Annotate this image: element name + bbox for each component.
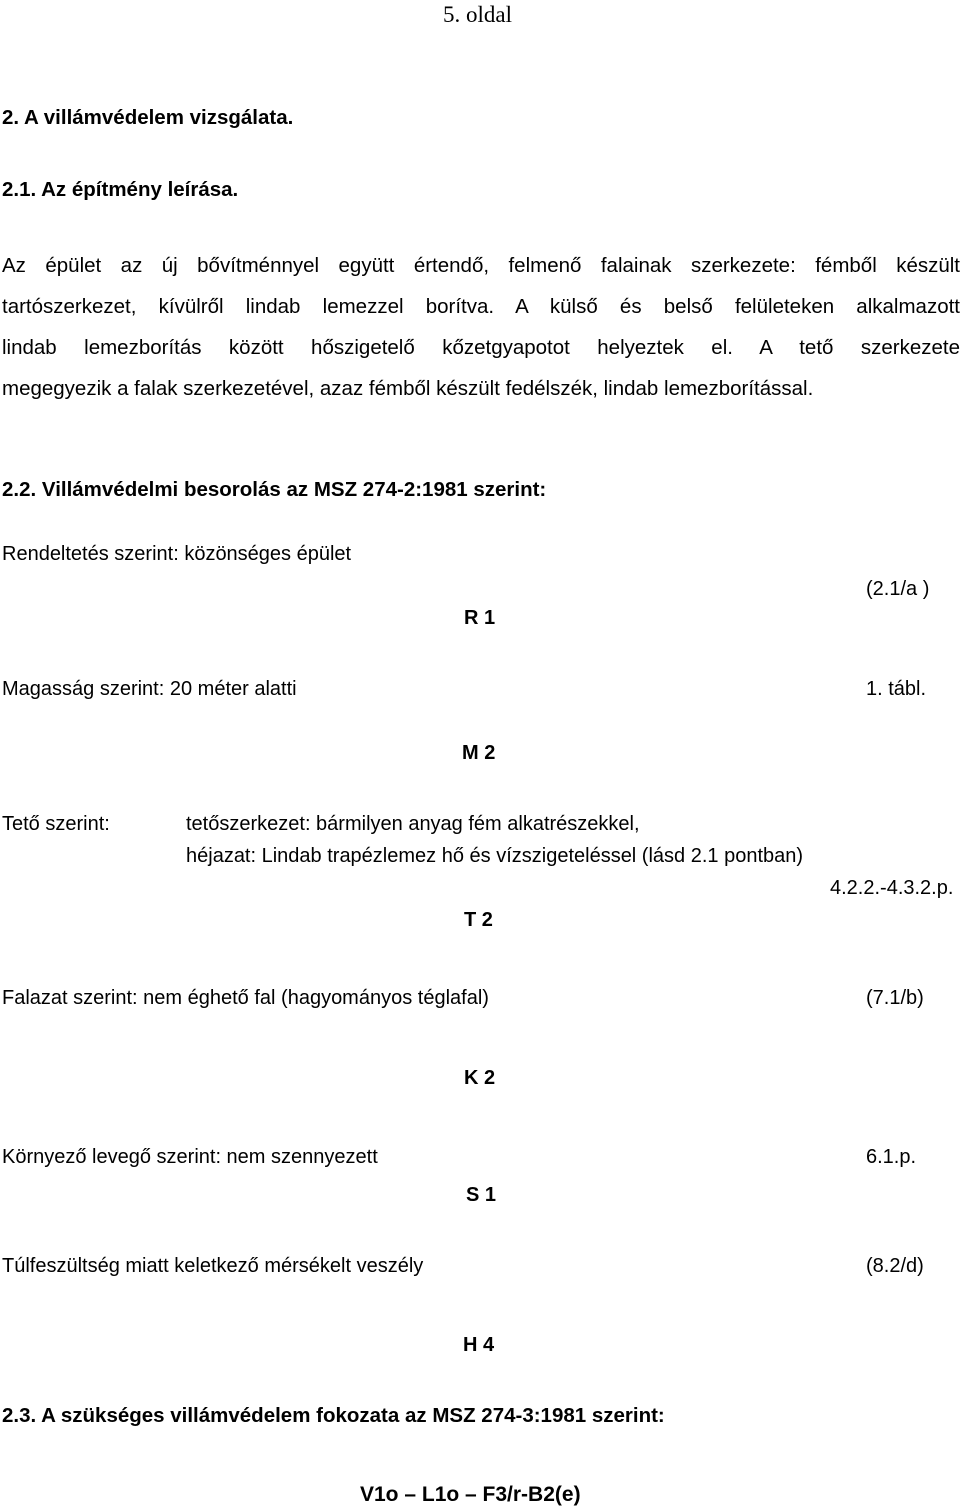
teto-label: Tető szerint: [2, 813, 110, 835]
s-code: S 1 [466, 1184, 497, 1206]
tulfeszultseg-reference: (8.2/d) [866, 1255, 924, 1277]
teto-reference: 4.2.2.-4.3.2.p. [830, 877, 954, 899]
section-2-2-heading: 2.2. Villámvédelmi besorolás az MSZ 274-2:1981 szerint: [2, 478, 547, 501]
teto-structure-text: tetőszerkezet: bármilyen anyag fém alkatrészekkel, [186, 813, 640, 835]
section-2-heading: 2. A villámvédelem vizsgálata. [2, 106, 294, 129]
description-line: Az épület az új bővítménnyel együtt értendő, felmenő falainak szerkezete: fémből készült [2, 254, 960, 277]
section-2-1-heading: 2.1. Az építmény leírása. [2, 178, 239, 201]
magassag-text: Magasság szerint: 20 méter alatti [2, 678, 297, 700]
page-number: 5. oldal [443, 2, 512, 27]
description-line: tartószerkezet, kívülről lindab lemezzel borítva. A külső és belső felületeken alkalmazott [2, 295, 960, 318]
rendeltetes-text: Rendeltetés szerint: közönséges épület [2, 543, 352, 565]
t-code: T 2 [464, 909, 493, 931]
falazat-text: Falazat szerint: nem éghető fal (hagyományos téglafal) [2, 987, 489, 1009]
tulfeszultseg-text: Túlfeszültség miatt keletkező mérsékelt veszély [2, 1255, 424, 1277]
description-line: megegyezik a falak szerkezetével, azaz fémből készült fedélszék, lindab lemezborítással. [2, 377, 814, 400]
teto-covering-text: héjazat: Lindab trapézlemez hő és vízszigeteléssel (lásd 2.1 pontban) [186, 845, 804, 867]
h-code: H 4 [463, 1334, 495, 1356]
levego-reference: 6.1.p. [866, 1146, 917, 1168]
r-code: R 1 [464, 607, 496, 629]
section-2-3-heading: 2.3. A szükséges villámvédelem fokozata az MSZ 274-3:1981 szerint: [2, 1404, 665, 1427]
m-code: M 2 [462, 742, 496, 764]
description-paragraph [2, 245, 960, 409]
levego-text: Környező levegő szerint: nem szennyezett [2, 1146, 378, 1168]
k-code: K 2 [464, 1067, 496, 1089]
description-line: lindab lemezborítás között hőszigetelő kőzetgyapotot helyeztek el. A tető szerkezete [2, 336, 960, 359]
falazat-reference: (7.1/b) [866, 987, 924, 1009]
magassag-reference: 1. tábl. [866, 678, 927, 700]
protection-level: V1o – L1o – F3/r-B2(e) [360, 1483, 581, 1506]
rendeltetes-reference: (2.1/a ) [866, 578, 930, 600]
